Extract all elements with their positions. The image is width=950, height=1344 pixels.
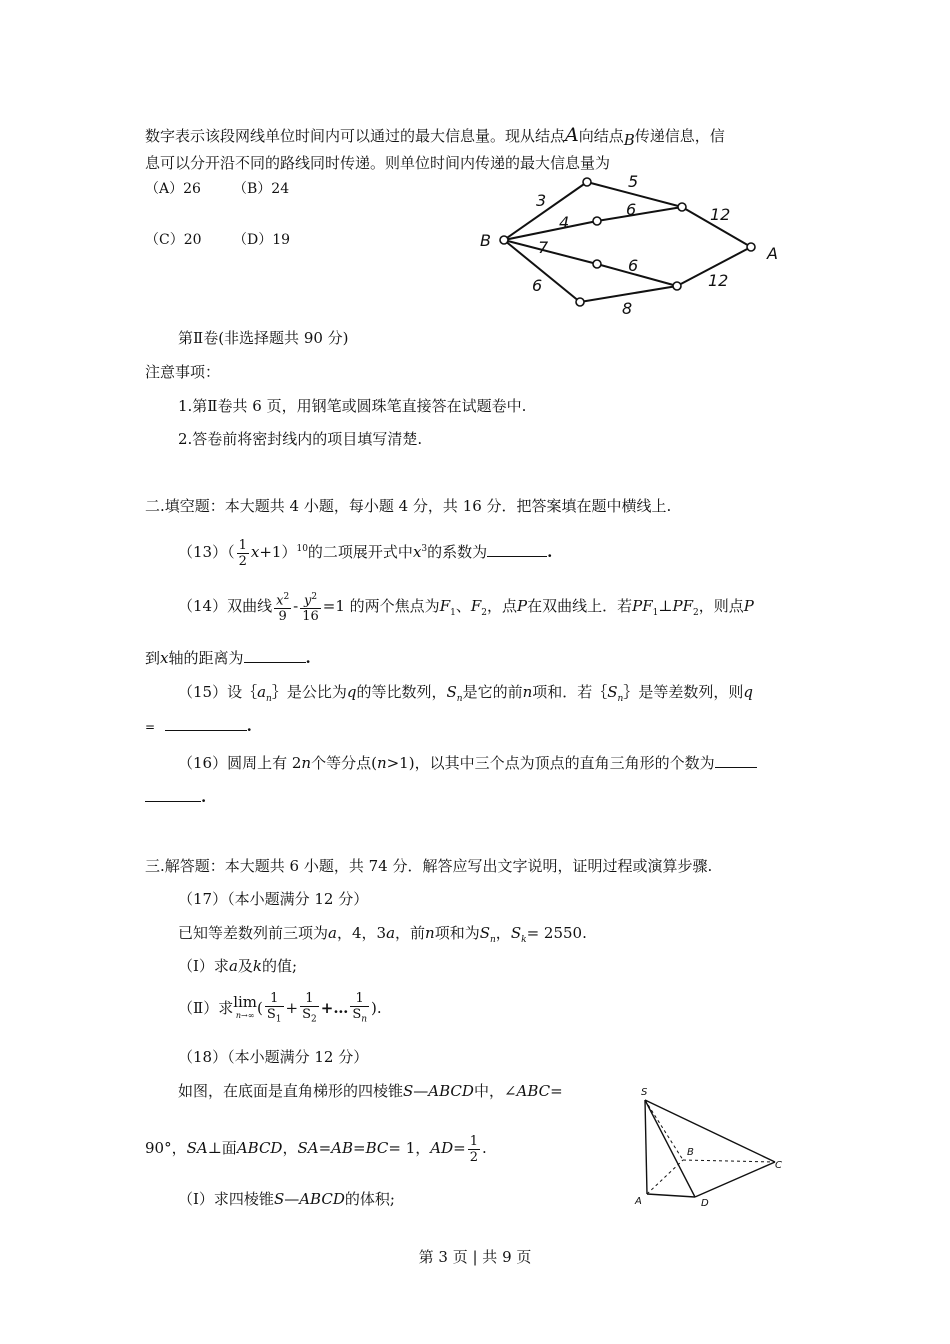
option-c: （C）20	[145, 232, 202, 248]
answer-blank-14[interactable]	[244, 648, 306, 663]
section3-header: 三.解答题：本大题共 6 小题，共 74 分．解答应写出文字说明，证明过程或演算步骤.	[145, 857, 713, 875]
option-b: （B）24	[233, 181, 290, 197]
question-17-part-2: （Ⅱ）求 lim n→∞ ( $\frac{1}{S_1}$ + $\frac{1}{S_2}$ +… $\frac{1}{S_n}$ ).	[178, 990, 382, 1025]
page-footer: 第 3 页 | 共 9 页	[418, 1248, 532, 1266]
node-a	[747, 243, 755, 251]
label-a: A	[767, 244, 778, 263]
network-diagram	[470, 170, 800, 320]
weight-lm-lr: 6	[628, 256, 639, 275]
question-15-line-1: （15）设$\{a_n\}$是公比为q的等比数列，$S_n$是它的前n项和．若$\{S_n\}$是等差数列，则q	[178, 683, 753, 704]
question-14-line-1: （14）双曲线 $\frac{x^2}{9}$ - $\frac{y^2}{16}$ =1 的两个焦点为$F_1$、$F_2$，点P在双曲线上．若$PF_1\perp PF_2$，则点P	[178, 591, 754, 625]
question-17-title: （17）（本小题满分 12 分）	[178, 890, 369, 908]
question-16-line-2: .	[145, 787, 206, 806]
edge-bc-hidden	[683, 1160, 775, 1162]
answer-blank-15[interactable]	[165, 716, 247, 731]
question-18-title: （18）（本小题满分 12 分）	[178, 1048, 369, 1066]
answer-blank-13[interactable]	[487, 542, 547, 557]
edge-sa	[645, 1100, 647, 1194]
option-a: （A）26	[145, 181, 201, 197]
pyramid-figure	[625, 1082, 790, 1212]
notice-1: 1.第Ⅱ卷共 6 页，用钢笔或圆珠笔直接答在试题卷中.	[178, 397, 527, 415]
vertex-s: S	[641, 1087, 648, 1098]
question-15-line-2: = .	[145, 717, 252, 735]
node-upper-mid	[593, 217, 601, 225]
question-18-stem-1: 如图，在底面是直角梯形的四棱锥S—ABCD中，∠ABC=	[178, 1082, 563, 1100]
weight-b-bottom: 6	[532, 276, 543, 295]
node-lower-right	[673, 282, 681, 290]
weight-b-um: 4	[559, 213, 570, 232]
intro-line-2: 息可以分开沿不同的路线同时传递。则单位时间内传递的最大信息量为	[145, 154, 611, 172]
weight-um-ur: 6	[626, 200, 637, 219]
node-bottom	[576, 298, 584, 306]
vertex-c: C	[775, 1160, 782, 1171]
node-upper-right	[678, 203, 686, 211]
weight-ur-a: 12	[710, 205, 731, 224]
part2-title: 第Ⅱ卷(非选择题共 90 分)	[178, 329, 349, 347]
question-16-line-1: （16）圆周上有 2n个等分点(n>1)，以其中三个点为顶点的直角三角形的个数为	[178, 752, 757, 773]
answer-blank-16a[interactable]	[715, 753, 757, 768]
question-17-stem: 已知等差数列前三项为a，4，3a，前n项和为$S_n$，$S_k= 2550$.	[178, 924, 587, 945]
question-18-stem-2: 90°，SA⊥面ABCD，SA=AB=BC= 1，AD= $\frac{1}{2}$ .	[145, 1133, 487, 1165]
node-b	[500, 236, 508, 244]
answer-blank-16b[interactable]	[145, 787, 201, 802]
node-lower-mid	[593, 260, 601, 268]
weight-b-top: 3	[536, 191, 547, 210]
notice-heading: 注意事项：	[145, 363, 221, 381]
edge-ad	[647, 1194, 695, 1197]
question-17-part-1: （Ⅰ）求a及k的值;	[178, 957, 298, 975]
edge-dc	[695, 1162, 775, 1197]
label-b: B	[480, 231, 491, 250]
intro-line-1: 数字表示该段网线单位时间内可以通过的最大信息量。现从结点A向结点B传递信息，信	[145, 124, 725, 149]
weight-bottom-lr: 8	[622, 299, 633, 318]
vertex-a: A	[635, 1196, 642, 1207]
question-13: （13）（ $\frac{1}{2}$ x+1）$^{10}$的二项展开式中$x^3$的系数为 .	[178, 537, 553, 569]
node-top	[583, 178, 591, 186]
section2-header: 二.填空题：本大题共 4 小题，每小题 4 分，共 16 分．把答案填在题中横线上.	[145, 497, 672, 515]
weight-top-ur: 5	[628, 172, 639, 191]
weight-b-lm: 7	[538, 238, 549, 257]
option-d: （D）19	[233, 232, 291, 248]
question-14-line-2: 到x轴的距离为 .	[145, 649, 311, 667]
question-18-part-1: （Ⅰ）求四棱锥S—ABCD的体积;	[178, 1190, 395, 1208]
vertex-b: B	[687, 1147, 694, 1158]
vertex-d: D	[701, 1198, 709, 1209]
weight-lr-a: 12	[708, 271, 729, 290]
edge-ab-hidden	[647, 1160, 683, 1194]
notice-2: 2.答卷前将密封线内的项目填写清楚.	[178, 430, 423, 448]
